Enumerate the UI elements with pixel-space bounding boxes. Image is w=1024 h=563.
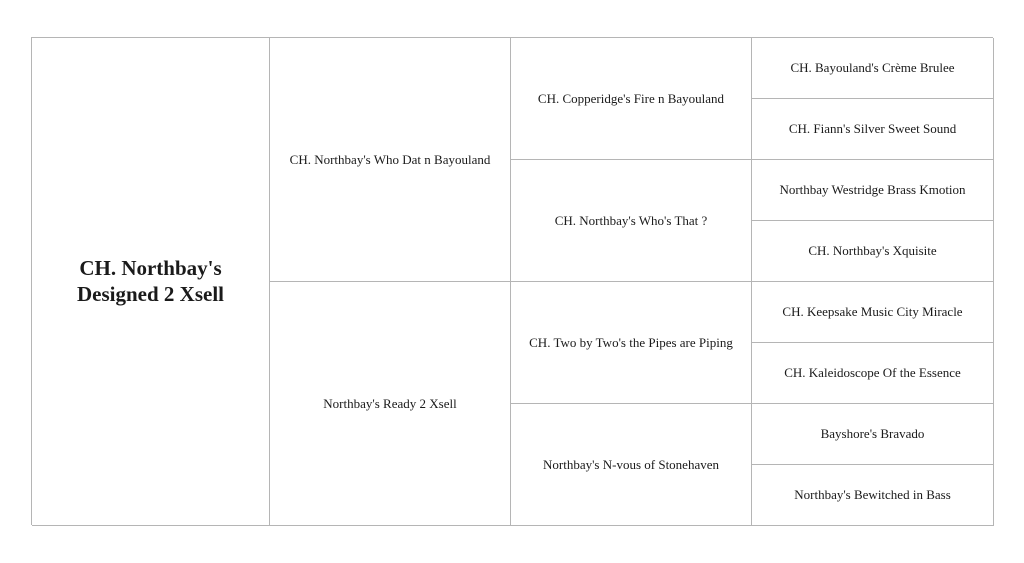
- subject-name: CH. Northbay's Designed 2 Xsell: [32, 38, 270, 526]
- great-grandparent-5: CH. Keepsake Music City Miracle: [752, 282, 994, 343]
- pedigree-table: [31, 37, 993, 525]
- great-grandparent-6: CH. Kaleidoscope Of the Essence: [752, 343, 994, 404]
- great-grandparent-8: Northbay's Bewitched in Bass: [752, 465, 994, 526]
- paternal-grandsire: CH. Copperidge's Fire n Bayouland: [511, 38, 752, 160]
- great-grandparent-2: CH. Fiann's Silver Sweet Sound: [752, 99, 994, 160]
- great-grandparent-1: CH. Bayouland's Crème Brulee: [752, 38, 994, 99]
- great-grandparent-4: CH. Northbay's Xquisite: [752, 221, 994, 282]
- dam-name: Northbay's Ready 2 Xsell: [270, 282, 511, 526]
- sire-name: CH. Northbay's Who Dat n Bayouland: [270, 38, 511, 282]
- paternal-granddam: CH. Northbay's Who's That ?: [511, 160, 752, 282]
- great-grandparent-3: Northbay Westridge Brass Kmotion: [752, 160, 994, 221]
- maternal-grandsire: CH. Two by Two's the Pipes are Piping: [511, 282, 752, 404]
- great-grandparent-7: Bayshore's Bravado: [752, 404, 994, 465]
- maternal-granddam: Northbay's N-vous of Stonehaven: [511, 404, 752, 526]
